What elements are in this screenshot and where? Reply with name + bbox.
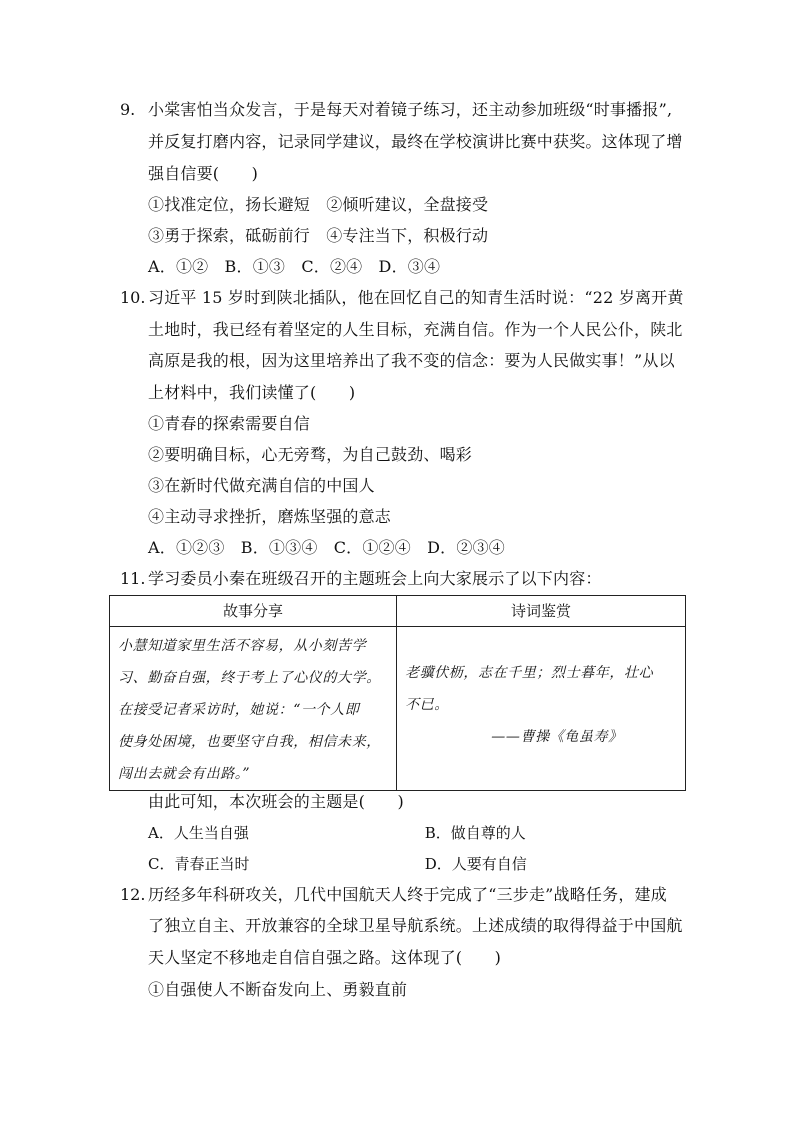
question-9-statement-1: ①找准定位，扬长避短 ②倾听建议，全盘接受 bbox=[148, 195, 489, 214]
option-b: B．做自尊的人 bbox=[424, 824, 526, 842]
question-12-stem-line-3: 天人坚定不移地走自信自强之路。这体现了( ) bbox=[148, 948, 502, 967]
question-9-stem-line-3: 强自信要( ) bbox=[148, 164, 259, 183]
question-9-stem-line-2: 并反复打磨内容，记录同学建议，最终在学校演讲比赛中获奖。这体现了增 bbox=[148, 132, 683, 151]
question-11-options-row-2 bbox=[148, 854, 527, 874]
question-10-stem-line-1: 习近平 15 岁时到陕北插队，他在回忆自己的知青生活时说：“22 岁离开黄 bbox=[148, 288, 684, 307]
question-9-number: 9. bbox=[120, 100, 136, 119]
question-11-stem-2: 由此可知，本次班会的主题是( ) bbox=[148, 792, 404, 811]
question-10-statement-2: ②要明确目标，心无旁骛，为自己鼓劲、喝彩 bbox=[148, 445, 473, 464]
story-cell bbox=[110, 627, 397, 791]
table-header-story: 故事分享 bbox=[110, 596, 397, 627]
question-10-number: 10. bbox=[120, 288, 146, 307]
question-12-stem-line-1: 历经多年科研攻关，几代中国航天人终于完成了“三步走”战略任务，建成 bbox=[148, 885, 667, 904]
poem-line-1: 老骥伏枥，志在千里；烈士暮年，壮心 bbox=[405, 665, 654, 681]
option-d: D．人要有自信 bbox=[424, 855, 527, 873]
question-9-stem-line-1: 小棠害怕当众发言，于是每天对着镜子练习，还主动参加班级“时事播报”, bbox=[148, 100, 673, 119]
question-10-stem-line-3: 高原是我的根，因为这里培养出了我不变的信念：要为人民做实事！”从以 bbox=[148, 351, 675, 370]
question-9-statement-2: ③勇于探索，砥砺前行 ④专注当下，积极行动 bbox=[148, 226, 489, 245]
table-header-poem: 诗词鉴赏 bbox=[397, 596, 686, 627]
story-line-4: 使身处困境，也要坚守自我，相信未来， bbox=[118, 734, 381, 750]
question-10-stem-line-2: 土地时，我已经有着坚定的人生目标，充满自信。作为一个人民公仆，陕北 bbox=[148, 320, 683, 339]
question-11-stem: 学习委员小秦在班级召开的主题班会上向大家展示了以下内容： bbox=[148, 569, 602, 588]
story-line-1: 小慧知道家里生活不容易，从小刻苦学 bbox=[118, 638, 367, 654]
option-c: C．青春正当时 bbox=[148, 855, 250, 873]
question-12-number: 12. bbox=[120, 885, 146, 904]
story-line-3: 在接受记者采访时，她说：“一个人即 bbox=[118, 702, 360, 718]
question-10-options: A．①②③ B．①③④ C．①②④ D．②③④ bbox=[148, 538, 505, 557]
poem-line-2: 不已。 bbox=[405, 697, 449, 713]
question-12-statement-1: ①自强使人不断奋发向上、勇毅直前 bbox=[148, 980, 408, 999]
question-9-options: A．①② B．①③ C．②④ D．③④ bbox=[148, 257, 441, 276]
poem-cell bbox=[397, 627, 686, 791]
story-line-2: 习、勤奋自强，终于考上了心仪的大学。 bbox=[118, 670, 381, 686]
question-10-stem-line-4: 上材料中，我们读懂了( ) bbox=[148, 383, 356, 402]
story-line-5: 闯出去就会有出路。” bbox=[118, 766, 251, 782]
question-11-number: 11. bbox=[120, 569, 146, 588]
poem-author: ——曹操《龟虽寿》 bbox=[491, 729, 623, 745]
question-10-statement-3: ③在新时代做充满自信的中国人 bbox=[148, 476, 375, 495]
question-10-statement-4: ④主动寻求挫折，磨炼坚强的意志 bbox=[148, 507, 392, 526]
question-10-statement-1: ①青春的探索需要自信 bbox=[148, 414, 311, 433]
question-12-stem-line-2: 了独立自主、开放兼容的全球卫星导航系统。上述成绩的取得得益于中国航 bbox=[148, 916, 683, 935]
option-a: A．人生当自强 bbox=[148, 824, 249, 842]
material-table bbox=[109, 595, 686, 791]
question-11-options-row-1 bbox=[148, 823, 526, 843]
